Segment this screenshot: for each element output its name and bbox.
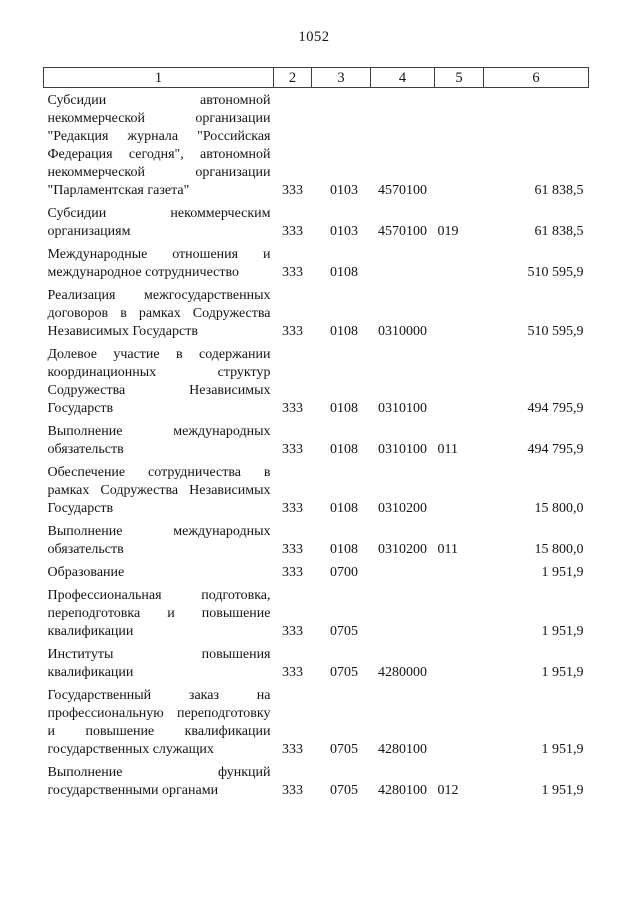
table-row [44, 200, 589, 241]
cell-title: Профессиональная подготовка, переподготовка и повышение квалификации [47, 588, 271, 639]
cell-expense-type-code [435, 682, 484, 759]
cell-section-code: 0108 [330, 265, 358, 280]
cell-expense-type-code [435, 582, 484, 641]
cell-expense-type-code [435, 559, 484, 582]
cell-section-code: 0705 [330, 742, 358, 757]
cell-section-code: 0108 [330, 442, 358, 457]
cell-title: Субсидии автономной некоммерческой организации "Редакция журнала "Российская Федерация сегодня", автономной некоммерческой организации "Парламентская газета" [47, 93, 271, 198]
table-row [44, 682, 589, 759]
cell-amount: 1 951,9 [541, 565, 584, 580]
cell-expense-type-code [435, 282, 484, 341]
cell-amount: 61 838,5 [534, 183, 584, 198]
cell-article-code: 0310200 [378, 542, 427, 557]
budget-appropriations-table [43, 67, 589, 800]
cell-amount: 15 800,0 [534, 501, 584, 516]
cell-expense-type-code: 012 [437, 783, 459, 798]
cell-section-code: 0705 [330, 624, 358, 639]
cell-expense-type-code: 011 [437, 542, 458, 557]
cell-amount: 1 951,9 [541, 665, 584, 680]
cell-section-code: 0103 [330, 224, 358, 239]
cell-amount: 1 951,9 [541, 783, 584, 798]
cell-amount: 1 951,9 [541, 624, 584, 639]
table-row [44, 459, 589, 518]
table-row [44, 241, 589, 282]
table-row [44, 559, 589, 582]
cell-article-code: 4280000 [378, 665, 427, 680]
column-header-3: 3 [312, 68, 371, 88]
cell-title: Выполнение международных обязательств [47, 424, 271, 457]
cell-section-code: 0705 [330, 783, 358, 798]
cell-amount: 15 800,0 [534, 542, 584, 557]
cell-title: Образование [47, 565, 125, 580]
cell-expense-type-code [435, 641, 484, 682]
table-row [44, 282, 589, 341]
cell-section-code: 0705 [330, 665, 358, 680]
table-header-row [44, 68, 589, 88]
cell-title: Выполнение международных обязательств [47, 524, 271, 557]
cell-agency-code: 333 [282, 501, 303, 516]
cell-title: Институты повышения квалификации [47, 647, 271, 680]
cell-agency-code: 333 [282, 183, 303, 198]
cell-section-code: 0108 [330, 501, 358, 516]
cell-article-code [371, 582, 435, 641]
cell-amount: 61 838,5 [534, 224, 584, 239]
cell-article-code: 0310200 [378, 501, 427, 516]
cell-article-code: 4280100 [378, 783, 427, 798]
cell-article-code [371, 241, 435, 282]
cell-amount: 494 795,9 [527, 442, 584, 457]
cell-expense-type-code: 011 [437, 442, 458, 457]
cell-article-code: 0310100 [378, 401, 427, 416]
cell-title: Субсидии некоммерческим организациям [47, 206, 271, 239]
cell-expense-type-code [435, 341, 484, 418]
cell-title: Реализация межгосударственных договоров в рамках Содружества Независимых Государств [47, 288, 271, 339]
cell-amount: 1 951,9 [541, 742, 584, 757]
cell-agency-code: 333 [282, 324, 303, 339]
table-row [44, 759, 589, 800]
cell-section-code: 0108 [330, 324, 358, 339]
cell-expense-type-code [435, 241, 484, 282]
cell-section-code: 0108 [330, 542, 358, 557]
cell-title: Обеспечение сотрудничества в рамках Содружества Независимых Государств [47, 465, 271, 516]
cell-article-code: 4570100 [378, 224, 427, 239]
page-number: 1052 [298, 29, 330, 45]
cell-agency-code: 333 [282, 542, 303, 557]
cell-section-code: 0108 [330, 401, 358, 416]
cell-agency-code: 333 [282, 742, 303, 757]
column-header-1: 1 [44, 68, 274, 88]
column-header-6: 6 [484, 68, 589, 88]
cell-article-code: 0310100 [378, 442, 427, 457]
column-header-2: 2 [274, 68, 312, 88]
cell-title: Международные отношения и международное сотрудничество [47, 247, 271, 280]
cell-agency-code: 333 [282, 783, 303, 798]
cell-agency-code: 333 [282, 265, 303, 280]
cell-agency-code: 333 [282, 565, 303, 580]
column-header-5: 5 [435, 68, 484, 88]
cell-agency-code: 333 [282, 401, 303, 416]
cell-title: Государственный заказ на профессиональную переподготовку и повышение квалификации государственных служащих [47, 688, 271, 757]
table-row [44, 641, 589, 682]
table-header [44, 68, 589, 88]
table-body [44, 88, 589, 801]
cell-agency-code: 333 [282, 624, 303, 639]
cell-title: Выполнение функций государственными органами [47, 765, 271, 798]
cell-expense-type-code [435, 459, 484, 518]
table-row [44, 518, 589, 559]
cell-section-code: 0103 [330, 183, 358, 198]
cell-article-code: 0310000 [378, 324, 427, 339]
table-row [44, 418, 589, 459]
cell-expense-type-code [435, 88, 484, 201]
cell-article-code [371, 559, 435, 582]
cell-amount: 510 595,9 [527, 265, 584, 280]
cell-agency-code: 333 [282, 442, 303, 457]
cell-agency-code: 333 [282, 665, 303, 680]
cell-amount: 510 595,9 [527, 324, 584, 339]
column-header-4: 4 [371, 68, 435, 88]
cell-amount: 494 795,9 [527, 401, 584, 416]
cell-title: Долевое участие в содержании координационных структур Содружества Независимых Государств [47, 347, 271, 416]
cell-expense-type-code: 019 [437, 224, 459, 239]
table-row [44, 88, 589, 201]
table-row [44, 341, 589, 418]
cell-section-code: 0700 [330, 565, 358, 580]
cell-article-code: 4280100 [378, 742, 427, 757]
table-row [44, 582, 589, 641]
cell-article-code: 4570100 [378, 183, 427, 198]
cell-agency-code: 333 [282, 224, 303, 239]
